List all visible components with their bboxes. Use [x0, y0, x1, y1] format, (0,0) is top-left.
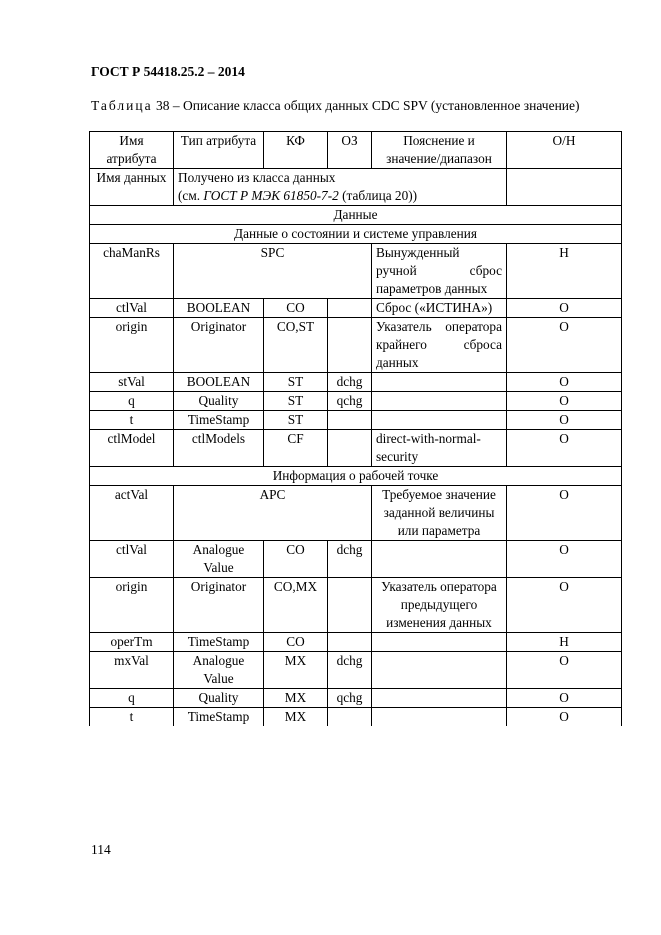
attribute-name-cell: origin — [90, 318, 174, 373]
fc-cell: CO — [264, 299, 328, 318]
data-name-mo — [507, 169, 622, 206]
attribute-name-cell: mxVal — [90, 652, 174, 689]
attribute-type-cell: Originator — [174, 578, 264, 633]
mo-cell: О — [507, 708, 622, 727]
table-row — [90, 430, 622, 467]
trigger-cell: qchg — [328, 689, 372, 708]
section-row — [90, 206, 622, 225]
header-cell: О/Н — [507, 132, 622, 169]
table-row — [90, 373, 622, 392]
table-row — [90, 578, 622, 633]
mo-cell: О — [507, 373, 622, 392]
data-name-row — [90, 169, 622, 206]
attribute-type-cell: Quality — [174, 392, 264, 411]
data-name-label: Имя данных — [90, 169, 174, 206]
attribute-name-cell: origin — [90, 578, 174, 633]
table-row — [90, 633, 622, 652]
attribute-type-cell: Quality — [174, 689, 264, 708]
attribute-type-cell: TimeStamp — [174, 633, 264, 652]
mo-cell: О — [507, 578, 622, 633]
table-row — [90, 318, 622, 373]
table-row — [90, 541, 622, 578]
section-row — [90, 225, 622, 244]
attribute-type-cell: TimeStamp — [174, 411, 264, 430]
attribute-type-cell: BOOLEAN — [174, 373, 264, 392]
trigger-cell — [328, 318, 372, 373]
source-line1: Получено из класса данных — [178, 170, 336, 185]
mo-cell: О — [507, 652, 622, 689]
header-row — [90, 132, 622, 169]
table-row — [90, 486, 622, 541]
mo-cell: О — [507, 318, 622, 373]
attribute-type-cell: SPC — [174, 244, 372, 299]
attribute-name-cell: ctlModel — [90, 430, 174, 467]
header-cell: ОЗ — [328, 132, 372, 169]
attribute-type-cell: APC — [174, 486, 372, 541]
document-header: ГОСТ Р 54418.25.2 – 2014 — [91, 64, 245, 79]
attribute-type-cell: Originator — [174, 318, 264, 373]
fc-cell: ST — [264, 373, 328, 392]
fc-cell: MX — [264, 689, 328, 708]
fc-cell: ST — [264, 392, 328, 411]
trigger-cell: dchg — [328, 652, 372, 689]
attribute-name-cell: q — [90, 689, 174, 708]
section-row — [90, 467, 622, 486]
trigger-cell — [328, 633, 372, 652]
attribute-type-cell: TimeStamp — [174, 708, 264, 727]
fc-cell: ST — [264, 411, 328, 430]
attribute-type-cell: BOOLEAN — [174, 299, 264, 318]
table-row — [90, 652, 622, 689]
attribute-name-cell: stVal — [90, 373, 174, 392]
table-row — [90, 689, 622, 708]
attribute-name-cell: t — [90, 708, 174, 727]
header-cell: Имя атрибута — [90, 132, 174, 169]
description-cell: direct-with-normal-security — [372, 430, 507, 467]
attribute-name-cell: q — [90, 392, 174, 411]
description-cell — [372, 373, 507, 392]
trigger-cell: qchg — [328, 392, 372, 411]
attribute-name-cell: ctlVal — [90, 541, 174, 578]
trigger-cell: dchg — [328, 541, 372, 578]
fc-cell: CO — [264, 541, 328, 578]
section-data: Данные — [90, 206, 622, 225]
table-row — [90, 708, 622, 727]
trigger-cell — [328, 708, 372, 727]
description-cell: Указатель оператора крайнего сброса данных — [372, 318, 507, 373]
mo-cell: Н — [507, 633, 622, 652]
table-row — [90, 411, 622, 430]
attribute-name-cell: ctlVal — [90, 299, 174, 318]
source-standard-ref: ГОСТ Р МЭК 61850-7-2 — [203, 188, 339, 203]
header-cell: Тип атрибута — [174, 132, 264, 169]
page-number: 114 — [91, 842, 111, 857]
source-prefix: (см. — [178, 188, 204, 203]
attribute-name-cell: t — [90, 411, 174, 430]
caption-label: Таблица — [91, 98, 153, 113]
description-cell — [372, 411, 507, 430]
mo-cell: О — [507, 411, 622, 430]
attribute-name-cell: operTm — [90, 633, 174, 652]
mo-cell: О — [507, 486, 622, 541]
description-cell — [372, 392, 507, 411]
trigger-cell — [328, 411, 372, 430]
table-row — [90, 392, 622, 411]
attribute-type-cell: Analogue Value — [174, 652, 264, 689]
description-cell: Сброс («ИСТИНА») — [372, 299, 507, 318]
description-cell: Требуемое значение заданной величины или параметра — [372, 486, 507, 541]
attribute-name-cell: actVal — [90, 486, 174, 541]
description-cell — [372, 689, 507, 708]
fc-cell: CF — [264, 430, 328, 467]
mo-cell: О — [507, 299, 622, 318]
description-cell: Вынужденный ручной сброс параметров данных — [372, 244, 507, 299]
description-cell — [372, 541, 507, 578]
description-cell — [372, 652, 507, 689]
fc-cell: MX — [264, 708, 328, 727]
table-row — [90, 244, 622, 299]
mo-cell: О — [507, 392, 622, 411]
mo-cell: Н — [507, 244, 622, 299]
fc-cell: CO,MX — [264, 578, 328, 633]
attribute-name-cell: chaManRs — [90, 244, 174, 299]
mo-cell: О — [507, 541, 622, 578]
attribute-type-cell: ctlModels — [174, 430, 264, 467]
data-name-source — [174, 169, 507, 206]
mo-cell: О — [507, 430, 622, 467]
header-cell: Пояснение и значение/диапазон — [372, 132, 507, 169]
attribute-table — [89, 131, 622, 726]
trigger-cell — [328, 430, 372, 467]
trigger-cell: dchg — [328, 373, 372, 392]
fc-cell: MX — [264, 652, 328, 689]
trigger-cell — [328, 299, 372, 318]
fc-cell: CO — [264, 633, 328, 652]
trigger-cell — [328, 578, 372, 633]
source-suffix: (таблица 20)) — [338, 188, 418, 203]
section-status-control: Данные о состоянии и системе управления — [90, 225, 622, 244]
description-cell: Указатель оператора предыдущего изменения данных — [372, 578, 507, 633]
description-cell — [372, 633, 507, 652]
header-cell: КФ — [264, 132, 328, 169]
mo-cell: О — [507, 689, 622, 708]
section-operating-point: Информация о рабочей точке — [90, 467, 622, 486]
description-cell — [372, 708, 507, 727]
fc-cell: CO,ST — [264, 318, 328, 373]
table-row — [90, 299, 622, 318]
attribute-type-cell: Analogue Value — [174, 541, 264, 578]
table-caption — [91, 97, 614, 114]
caption-text: 38 – Описание класса общих данных CDC SPV (установленное значение) — [152, 98, 580, 113]
